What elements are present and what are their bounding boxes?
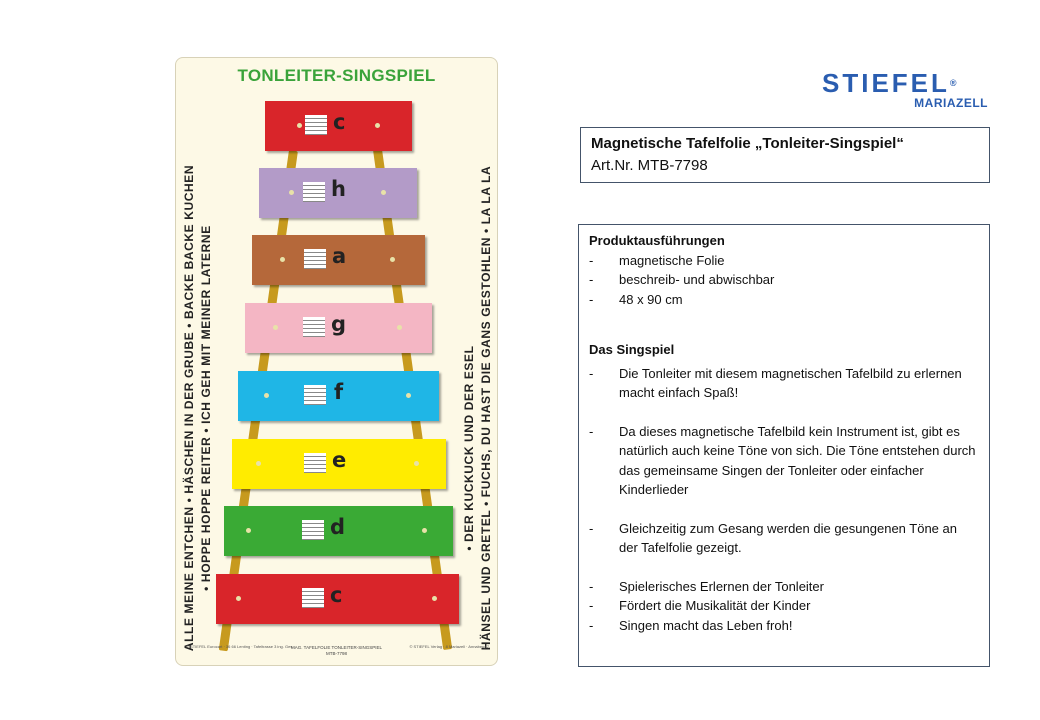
list-item: - 48 x 90 cm: [589, 291, 683, 307]
xylophone-bar-a: [252, 235, 425, 285]
list-item: - magnetische Folie: [589, 252, 725, 268]
product-info-box: [578, 224, 990, 667]
xylophone-bar-h: [259, 168, 417, 218]
note-label: c: [333, 110, 346, 134]
note-label: c: [330, 583, 343, 607]
xylophone-bar-d: [224, 506, 453, 556]
logo-subtitle: MARIAZELL: [914, 96, 988, 110]
list-item: - Gleichzeitig zum Gesang werden die gesungenen Töne an der Tafelfolie gezeigt.: [589, 520, 957, 555]
poster-footer-left: © STIEFEL Eurocart · 36 66 Lenting · Tafeltrasse 3 ing. Ges.: [186, 644, 294, 649]
note-label: e: [332, 448, 347, 472]
note-label: f: [334, 380, 344, 404]
article-number: Art.Nr. MTB-7798: [591, 157, 708, 174]
list-item: - Fördert die Musikalität der Kinder: [589, 598, 811, 613]
note-label: d: [330, 515, 346, 539]
product-image: [175, 57, 498, 666]
xylophone-bar-c-high: [265, 101, 412, 151]
product-title: Magnetische Tafelfolie „Tonleiter-Singspiel“: [591, 135, 904, 152]
xylophone-bar-g: [245, 303, 432, 353]
section-heading-singspiel: Das Singspiel: [589, 342, 675, 357]
list-item: - Da dieses magnetische Tafelbild kein Instrument ist, gibt es natürlich auch keine Töne von sich. Die Töne entstehen durch das gemeinsame Singen der Tonleiter oder einfacher Kinderlieder: [589, 423, 976, 497]
note-label: h: [331, 177, 346, 201]
poster-title: TONLEITER-SINGSPIEL: [237, 66, 436, 85]
song-column-right-1: • DER KUCKUCK UND DER ESEL: [462, 345, 476, 551]
note-label: g: [331, 312, 347, 336]
logo-registered: ®: [949, 78, 960, 88]
xylophone-bar-e: [232, 439, 446, 489]
poster-footer-center: MAG. TAFELFOLIE TONLEITER-SINGSPIEL MTB-7798: [291, 645, 382, 656]
section-heading-variants: Produktausführungen: [589, 233, 725, 248]
logo-main-text: STIEFEL: [822, 68, 950, 98]
list-item: - beschreib- und abwischbar: [589, 272, 775, 287]
list-item: - Singen macht das Leben froh!: [589, 617, 793, 633]
song-column-left-1: ALLE MEINE ENTCHEN • HÄSCHEN IN DER GRUBE • BACKE BACKE KUCHEN: [182, 164, 196, 652]
song-column-right-2: HÄNSEL UND GRETEL • FUCHS, DU HAST DIE GANS GESTOHLEN • LA LA LA: [479, 165, 493, 651]
stiefel-logo: [822, 70, 992, 110]
product-title-box: [580, 127, 990, 183]
poster-footer-right: © STIEFEL Verlag · 8 Mariazell · Annaberg 7: [409, 644, 489, 649]
song-column-left-2: • HOPPE HOPPE REITER • ICH GEH MIT MEINER LATERNE: [199, 225, 213, 591]
note-label: a: [332, 244, 347, 268]
list-item: - Die Tonleiter mit diesem magnetischen Tafelbild zu erlernen macht einfach Spaß!: [589, 365, 962, 400]
xylophone-bar-f: [238, 371, 439, 421]
list-item: - Spielerisches Erlernen der Tonleiter: [589, 578, 824, 594]
xylophone-bar-c-low: [216, 574, 459, 624]
